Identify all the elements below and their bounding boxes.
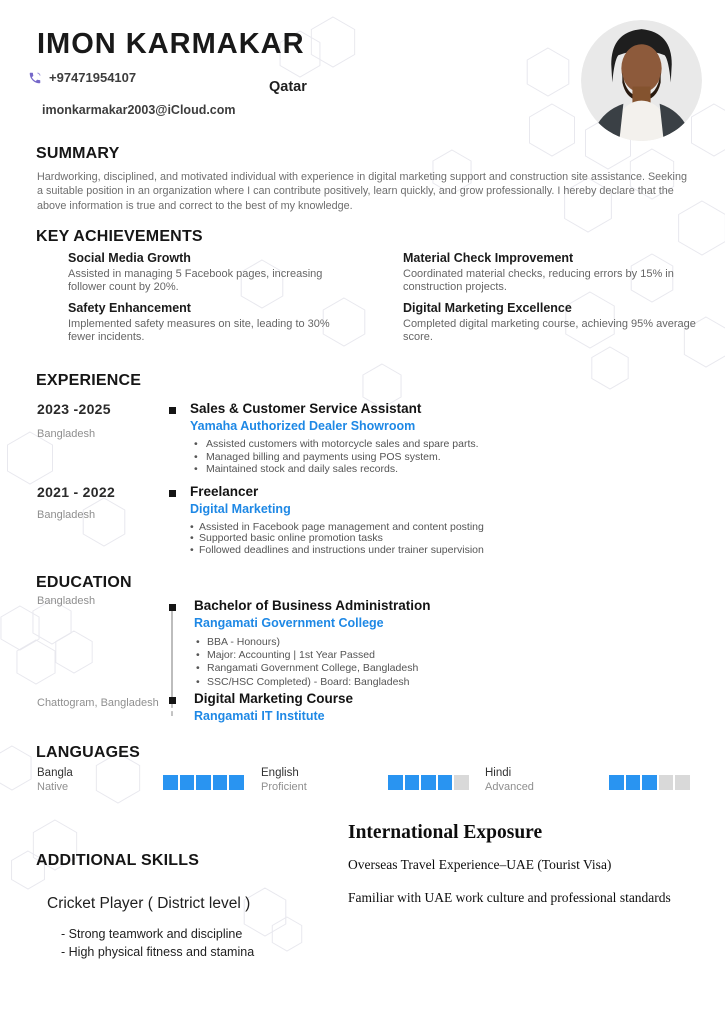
job-title: Sales & Customer Service Assistant	[190, 401, 422, 416]
experience-content	[190, 484, 630, 556]
phone-icon	[28, 71, 42, 85]
timeline-line	[171, 607, 173, 701]
language-rating-bar	[163, 775, 244, 790]
language-name: Bangla	[37, 767, 73, 779]
education-detail-list	[194, 636, 634, 689]
company-link: Digital Marketing	[190, 502, 291, 516]
international-exposure-line: Overseas Travel Experience–UAE (Tourist Visa)	[348, 857, 612, 872]
achievement-title: Safety Enhancement	[68, 300, 191, 315]
experience-dates: 2023 -2025	[37, 401, 111, 417]
job-bullet-list	[190, 522, 630, 556]
degree-title: Digital Marketing Course	[194, 691, 354, 706]
language-level-square	[229, 775, 244, 790]
achievement-item	[68, 301, 358, 344]
timeline-square-marker	[169, 604, 176, 611]
skill-point-list	[61, 927, 254, 963]
achievement-item	[403, 301, 708, 344]
email-label: imonkarmakar2003@iCloud.com	[42, 103, 236, 117]
language-level-square	[642, 775, 657, 790]
language-rating-bar	[388, 775, 469, 790]
experience-content	[190, 401, 630, 477]
profile-photo-image	[581, 20, 702, 141]
languages-heading: LANGUAGES	[36, 744, 141, 761]
timeline-square-marker	[169, 407, 176, 414]
company-link: Yamaha Authorized Dealer Showroom	[190, 419, 416, 433]
education-content	[194, 598, 634, 689]
job-bullet: • Followed deadlines and instructions under trainer supervision	[190, 545, 630, 556]
language-level-square	[438, 775, 453, 790]
language-level: Proficient	[261, 781, 307, 793]
job-bullet: • Assisted customers with motorcycle sales and spare parts.	[190, 439, 630, 451]
education-detail: • Rangamati Government College, Bangladesh	[194, 662, 634, 675]
language-item	[37, 767, 73, 793]
language-level-square	[675, 775, 690, 790]
language-level-square	[626, 775, 641, 790]
education-detail: • BBA - Honours)	[194, 636, 634, 649]
education-detail: • Major: Accounting | 1st Year Passed	[194, 649, 634, 662]
summary-text: Hardworking, disciplined, and motivated individual with experience in digital marketing support and construction site assistance. Seeking a suitable position in an organization where I can contribute positively, learn quickly, and grow professionally. I hereby declare that the above information is true and correct to the best of my knowledge.	[37, 171, 687, 212]
timeline-square-marker	[169, 697, 176, 704]
achievement-title: Social Media Growth	[68, 251, 191, 265]
language-level-square	[421, 775, 436, 790]
language-level-square	[388, 775, 403, 790]
achievement-title: Material Check Improvement	[403, 251, 574, 265]
achievement-title: Digital Marketing Excellence	[403, 300, 572, 315]
job-bullet: • Managed billing and payments using POS system.	[190, 452, 630, 464]
degree-title: Bachelor of Business Administration	[194, 598, 431, 613]
language-level-square	[213, 775, 228, 790]
timeline-square-marker	[169, 490, 176, 497]
education-heading: EDUCATION	[36, 574, 132, 591]
job-bullet-list	[190, 439, 630, 476]
education-location: Chattogram, Bangladesh	[37, 697, 159, 709]
language-level-square	[163, 775, 178, 790]
skill-point: - Strong teamwork and discipline	[61, 927, 243, 941]
school-link: Rangamati Government College	[194, 616, 384, 630]
language-item	[485, 767, 534, 793]
achievement-description: Completed digital marketing course, achieving 95% average score.	[403, 317, 696, 343]
language-level-square	[196, 775, 211, 790]
phone-number: +97471954107	[49, 70, 137, 85]
achievement-item	[68, 251, 358, 294]
language-level-square	[405, 775, 420, 790]
job-bullet: • Supported basic online promotion tasks	[190, 533, 630, 544]
experience-location: Bangladesh	[37, 509, 96, 521]
achievement-item	[403, 251, 708, 294]
skill-point: - High physical fitness and stamina	[61, 945, 255, 959]
education-content	[194, 691, 634, 723]
language-level-square	[609, 775, 624, 790]
language-item	[261, 767, 307, 793]
experience-heading: EXPERIENCE	[36, 372, 142, 389]
international-exposure-section	[348, 822, 720, 906]
job-title: Freelancer	[190, 484, 259, 499]
profile-photo	[581, 20, 702, 141]
language-rating-bar	[609, 775, 690, 790]
language-level-square	[454, 775, 469, 790]
job-bullet: • Assisted in Facebook page management and content posting	[190, 522, 630, 533]
international-exposure-heading: International Exposure	[348, 822, 543, 843]
experience-dates: 2021 - 2022	[37, 484, 116, 500]
achievement-description: Assisted in managing 5 Facebook pages, increasing follower count by 20%.	[68, 268, 323, 293]
language-level: Native	[37, 781, 69, 793]
language-level: Advanced	[485, 781, 534, 793]
key-achievements-right-column	[403, 251, 708, 351]
achievement-description: Coordinated material checks, reducing errors by 15% in construction projects.	[403, 268, 674, 293]
international-exposure-line: Familiar with UAE work culture and professional standards	[348, 890, 671, 905]
page-title: IMON KARMAKAR	[37, 28, 305, 60]
language-level-square	[180, 775, 195, 790]
school-link: Rangamati IT Institute	[194, 709, 325, 723]
additional-skills-heading: ADDITIONAL SKILLS	[36, 852, 200, 869]
achievement-description: Implemented safety measures on site, leading to 30% fewer incidents.	[68, 317, 330, 343]
key-achievements-heading: KEY ACHIEVEMENTS	[36, 228, 203, 245]
summary-heading: SUMMARY	[36, 145, 120, 162]
key-achievements-left-column	[68, 251, 358, 351]
education-location: Bangladesh	[37, 595, 96, 607]
education-detail: • SSC/HSC Completed) - Board: Bangladesh	[194, 676, 634, 689]
language-level-square	[659, 775, 674, 790]
location-label: Qatar	[269, 79, 307, 95]
job-bullet: • Maintained stock and daily sales records.	[190, 464, 630, 476]
phone-row	[28, 70, 136, 85]
experience-location: Bangladesh	[37, 428, 96, 440]
skill-title: Cricket Player ( District level )	[47, 895, 251, 912]
language-name: Hindi	[485, 767, 512, 779]
language-name: English	[261, 767, 299, 779]
timeline-dashed-tail	[171, 703, 173, 716]
